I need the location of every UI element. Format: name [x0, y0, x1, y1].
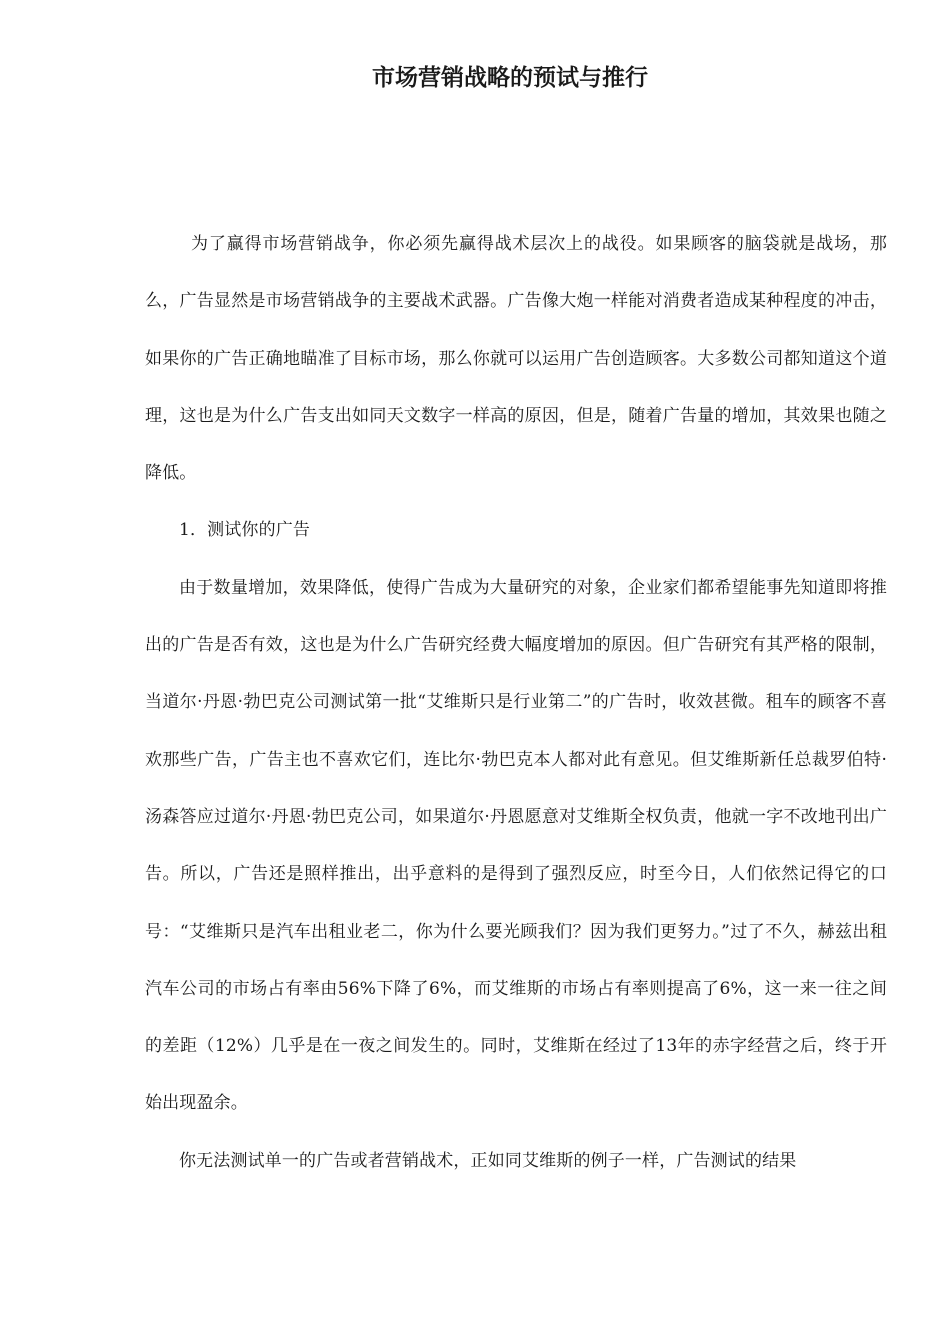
paragraph-cannot-test: 你无法测试单一的广告或者营销战术，正如同艾维斯的例子一样，广告测试的结果 — [179, 1150, 797, 1171]
paragraph-avis-case: 由于数量增加，效果降低，使得广告成为大量研究的对象，企业家们都希望能事先知道即将推出的广告是否有效，这也是为什么广告研究经费大幅度增加的原因。但广告研究有其严格的限制，当道尔·丹恩·勃巴克公司测试第一批“艾维斯只是行业第二”的广告时，收效甚微。租车的顾客不喜欢那些广告，广告主也不喜欢它们，连比尔·勃巴克本人都对此有意见。但艾维斯新任总裁罗伯特·汤森答应过道尔·丹恩·勃巴克公司，如果道尔·丹恩愿意对艾维斯全权负责，他就一字不改地刊出广告。所以，广告还是照样推出，出乎意料的是得到了强烈反应，时至今日，人们依然记得它的口号：“艾维斯只是汽车出租业老二，你为什么要光顾我们？因为我们更努力。”过了不久，赫兹出租汽车公司的市场占有率由56%下降了6%，而艾维斯的市场占有率则提高了6%，这一来一往之间的差距（12%）几乎是在一夜之间发生的。同时，艾维斯在经过了13年的赤字经营之后，终于开始出现盈余。 — [145, 577, 887, 1114]
section-heading-test-ads: 1．测试你的广告 — [179, 520, 311, 541]
document-title: 市场营销战略的预试与推行 — [372, 64, 648, 91]
document-body — [145, 216, 887, 1190]
paragraph-intro: 为了赢得市场营销战争，你必须先赢得战术层次上的战役。如果顾客的脑袋就是战场，那么，广告显然是市场营销战争的主要战术武器。广告像大炮一样能对消费者造成某种程度的冲击，如果你的广告正确地瞄准了目标市场，那么你就可以运用广告创造顾客。大多数公司都知道这个道理，这也是为什么广告支出如同天文数字一样高的原因，但是，随着广告量的增加，其效果也随之降低。 — [145, 234, 887, 484]
